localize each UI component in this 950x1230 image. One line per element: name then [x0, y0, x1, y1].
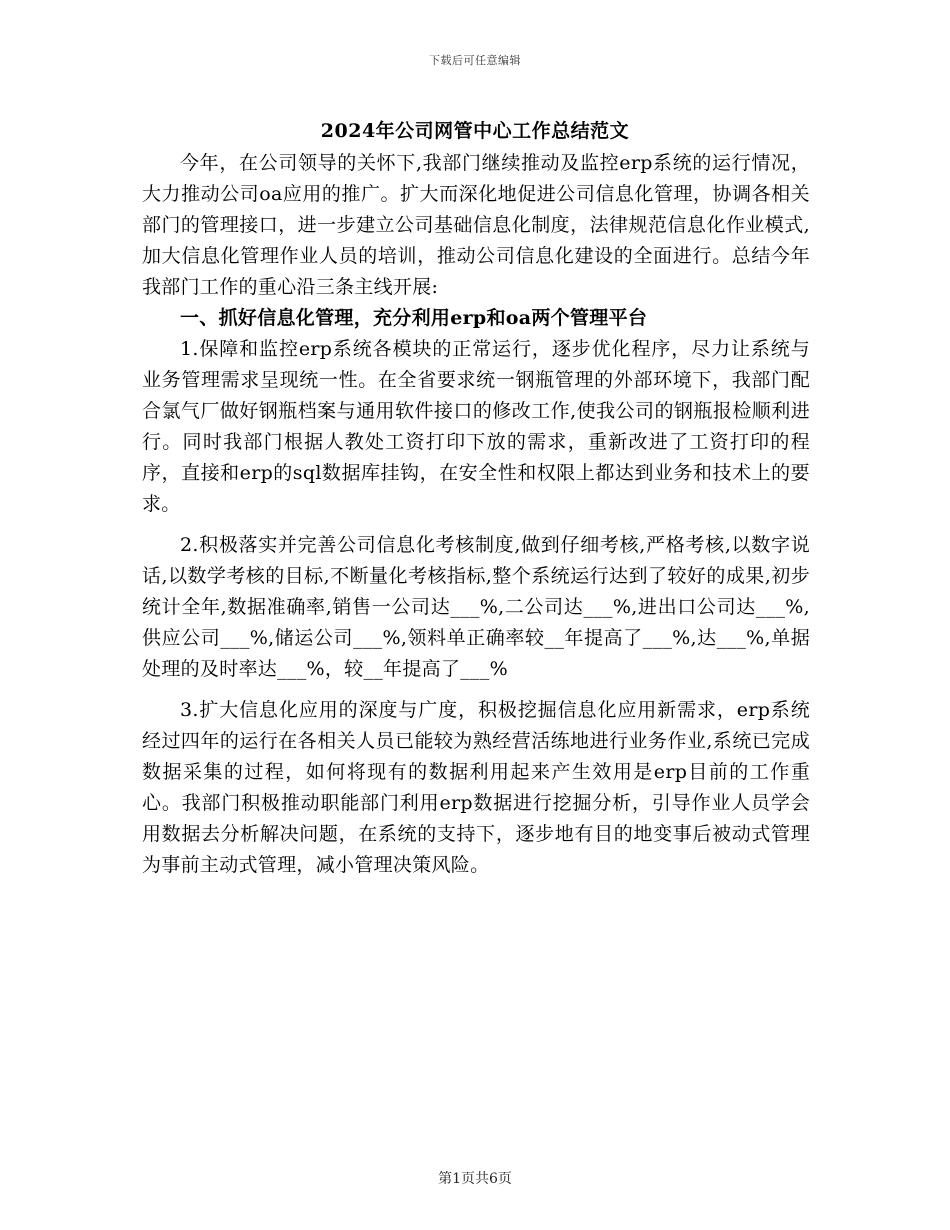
item-paragraph-3: 3.扩大信息化应用的深度与广度，积极挖掘信息化应用新需求，erp系统经过四年的运行在各相关人员已能较为熟经营活练地进行业务作业,系统已完成数据采集的过程，如何将现有的数据利用起来产生效用是erp目前的工作重心。我部门积极推动职能部门利用erp数据进行挖掘分析，引导作业人员学会用数据去分析解决问题，在系统的支持下，逐步地有目的地变事后被动式管理为事前主动式管理，减小管理决策风险。 [142, 699, 810, 876]
page-number: 第1页共6页 [438, 1171, 512, 1187]
item-paragraph-2: 2.积极落实并完善公司信息化考核制度,做到仔细考核,严格考核,以数字说话,以数学考核的目标,不断量化考核指标,整个系统运行达到了较好的成果,初步统计全年,数据准确率,销售一公司达___%,二公司达___%,进出口公司达___%,供应公司___%,储运公司___%,领料单正确率较__年提高了___%,达___%,单据处理的及时率达___%，较__年提高了___% [142, 534, 810, 680]
document-body [142, 148, 810, 881]
item-paragraph-1: 1.保障和监控erp系统各模块的正常运行，逐步优化程序，尽力让系统与业务管理需求呈现统一性。在全省要求统一钢瓶管理的外部环境下，我部门配合氯气厂做好钢瓶档案与通用软件接口的修改工作,使我公司的钢瓶报检顺利进行。同时我部门根据人教处工资打印下放的需求，重新改进了工资打印的程序，直接和erp的sql数据库挂钩，在安全性和权限上都达到业务和技术上的要求。 [142, 338, 810, 515]
document-title: 2024年公司网管中心工作总结范文 [320, 120, 630, 142]
section-heading-1: 一、抓好信息化管理，充分利用erp和oa两个管理平台 [180, 307, 648, 329]
intro-paragraph: 今年，在公司领导的关怀下,我部门继续推动及监控erp系统的运行情况，大力推动公司oa应用的推广。扩大而深化地促进公司信息化管理，协调各相关部门的管理接口，进一步建立公司基础信息化制度，法律规范信息化作业模式,加大信息化管理作业人员的培训，推动公司信息化建设的全面进行。总结今年我部门工作的重心沿三条主线开展: [142, 152, 810, 298]
header-note: 下载后可任意编辑 [429, 54, 521, 67]
